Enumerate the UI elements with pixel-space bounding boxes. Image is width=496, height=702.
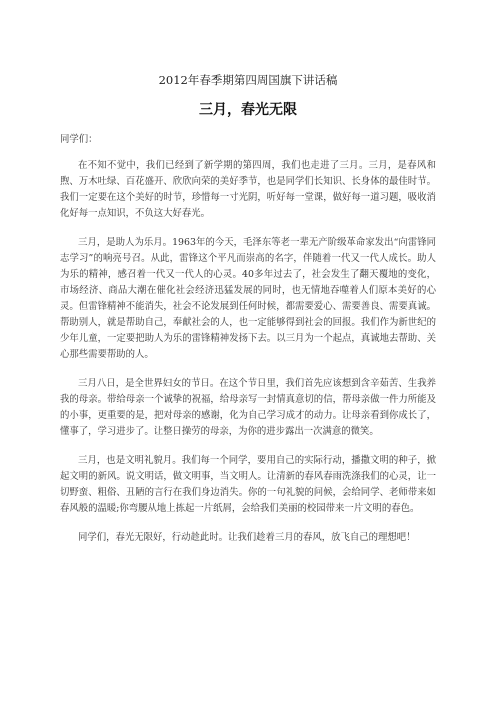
speech-subtitle: 2012年春季期第四周国旗下讲话稿 [158, 73, 338, 87]
greeting: 同学们： [60, 134, 98, 145]
paragraph-civility: 三月，也是文明礼貌月。我们每一个同学，要用自己的实际行动，播撒文明的种子，掀起文明的新风。说文明话，做文明事，当文明人。让清新的春风春雨洗涤我们的心灵，让一切野蛮、粗俗、丑陋的言行在我们身边消失。你的一句礼貌的问候，会给同学、老师带来如春风般的温暖;你弯腰从地上拣起一片纸屑，会给我们美丽的校园带来一片文明的春色。 [60, 455, 436, 514]
paragraph-womens-day: 三月八日，是全世界妇女的节日。在这个节日里，我们首先应该想到含辛茹苦、生我养我的母亲。带给母亲一个诚挚的祝福，给母亲写一封情真意切的信，帮母亲做一件力所能及的小事，更重要的是，把对母亲的感谢，化为自己学习成才的动力。让母亲看到你成长了，懂事了，学习进步了。让整日操劳的母亲，为你的进步露出一次满意的微笑。 [60, 378, 436, 437]
paragraph-lei-feng: 三月，是助人为乐月。1963年的今天，毛泽东等老一辈无产阶级革命家发出“向雷锋同志学习”的响亮号召。从此，雷锋这个平凡而崇高的名字，伴随着一代又一代人成长。助人为乐的精神，感召着一代又一代人的心灵。40多年过去了，社会发生了翻天覆地的变化，市场经济、商品大潮在催化社会经济迅猛发展的同时，也无情地吞噬着人们原本美好的心灵。但雷锋精神不能消失，社会不论发展到任何时候，都需要爱心、需要善良、需要真诚。帮助别人，就是帮助自己，奉献社会的人，也一定能够得到社会的回报。我们作为新世纪的少年儿童，一定要把助人为乐的雷锋精神发扬下去。以三月为一个起点，真诚地去帮助、关心那些需要帮助的人。 [60, 237, 436, 360]
paragraph-new-semester: 在不知不觉中，我们已经到了新学期的第四周，我们也走进了三月。三月，是春风和煦、万木吐绿、百花盛开、欣欣向荣的美好季节，也是同学们长知识、长身体的最佳时节。我们一定要在这个美好的时节，珍惜每一寸光阴，听好每一堂课，做好每一道习题，吸收消化好每一点知识，不负这大好春光。 [60, 160, 436, 219]
speech-title: 三月，春光无限 [199, 102, 297, 118]
paragraph-closing: 同学们，春光无限好，行动趁此时。让我们趁着三月的春风，放飞自己的理想吧！ [78, 532, 416, 543]
